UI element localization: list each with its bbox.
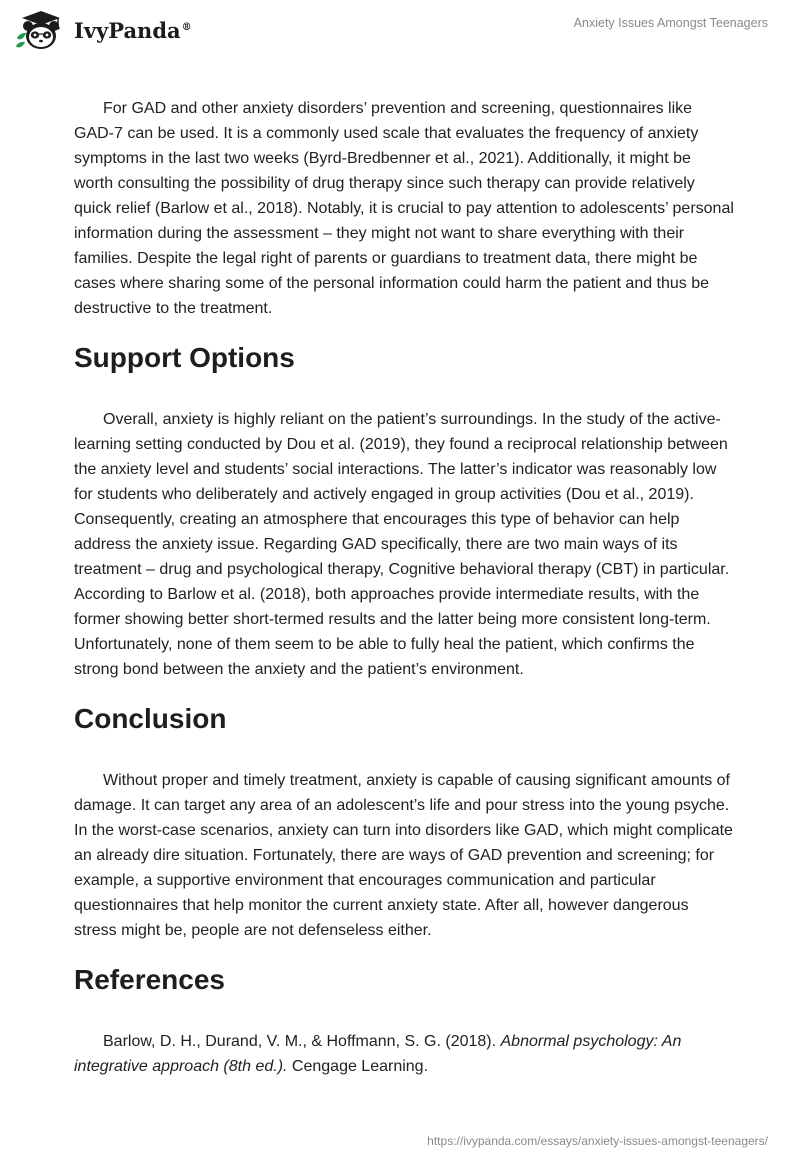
paragraph-conclusion: Without proper and timely treatment, anxiety is capable of causing significant amounts of damage. It can target any area of an adolescent’s life and pour stress into the young psyche. In the worst-case scenarios, anxiety can turn into disorders like GAD, which might complicate an already dire situation. Fortunately, there are ways of GAD prevention and screening; for example, a supportive environment that encourages communication and particular questionnaires that help monitor the current anxiety state. After all, however dangerous stress might be, people are not defenseless either. — [74, 772, 733, 939]
heading-conclusion: Conclusion — [74, 703, 227, 734]
page-header — [0, 0, 800, 60]
reference-title: Abnormal psychology: An integrative approach (8th ed.). — [74, 1033, 682, 1075]
panda-logo-icon — [14, 8, 68, 52]
reference-publisher: Cengage Learning. — [287, 1058, 429, 1075]
heading-references: References — [74, 964, 225, 995]
paragraph-gad-screening: For GAD and other anxiety disorders’ prevention and screening, questionnaires like GAD-7 can be used. It is a commonly used scale that evaluates the frequency of anxiety symptoms in the last two weeks (Byrd-Bredbenner et al., 2021). Additionally, it might be worth consulting the possibility of drug therapy since such therapy can provide relatively quick relief (Barlow et al., 2018). Notably, it is crucial to pay attention to adolescents’ personal information during the assessment – they might not want to share everything with their families. Despite the legal right of parents or guardians to treatment data, there might be cases where sharing some of the personal information could harm the patient and thus be destructive to the treatment. — [74, 100, 734, 317]
reference-entry — [74, 1029, 734, 1079]
heading-support-options: Support Options — [74, 342, 295, 373]
source-url[interactable]: https://ivypanda.com/essays/anxiety-issues-amongst-teenagers/ — [427, 1134, 768, 1148]
paragraph-support-options: Overall, anxiety is highly reliant on the patient’s surroundings. In the study of the active-learning setting conducted by Dou et al. (2019), they found a reciprocal relationship between the anxiety level and students’ social interactions. The latter’s indicator was reasonably low for students who deliberately and actively engaged in group activities (Dou et al., 2019). Consequently, creating an atmosphere that encourages this type of behavior can help address the anxiety issue. Regarding GAD specifically, there are two main ways of its treatment – drug and psychological therapy, Cognitive behavioral therapy (CBT) in particular. According to Barlow et al. (2018), both approaches provide intermediate results, with the former showing better short-termed results and the latter being more consistent long-term. Unfortunately, none of them seem to be able to fully heal the patient, which confirms the strong bond between the anxiety and the patient’s environment. — [74, 411, 730, 678]
logo-wordmark: IvyPanda® — [74, 17, 192, 43]
ivypanda-logo[interactable] — [14, 8, 192, 52]
essay-content — [74, 96, 734, 1079]
document-title: Anxiety Issues Amongst Teenagers — [573, 16, 768, 30]
reference-authors: Barlow, D. H., Durand, V. M., & Hoffmann, S. G. (2018). — [103, 1033, 501, 1050]
